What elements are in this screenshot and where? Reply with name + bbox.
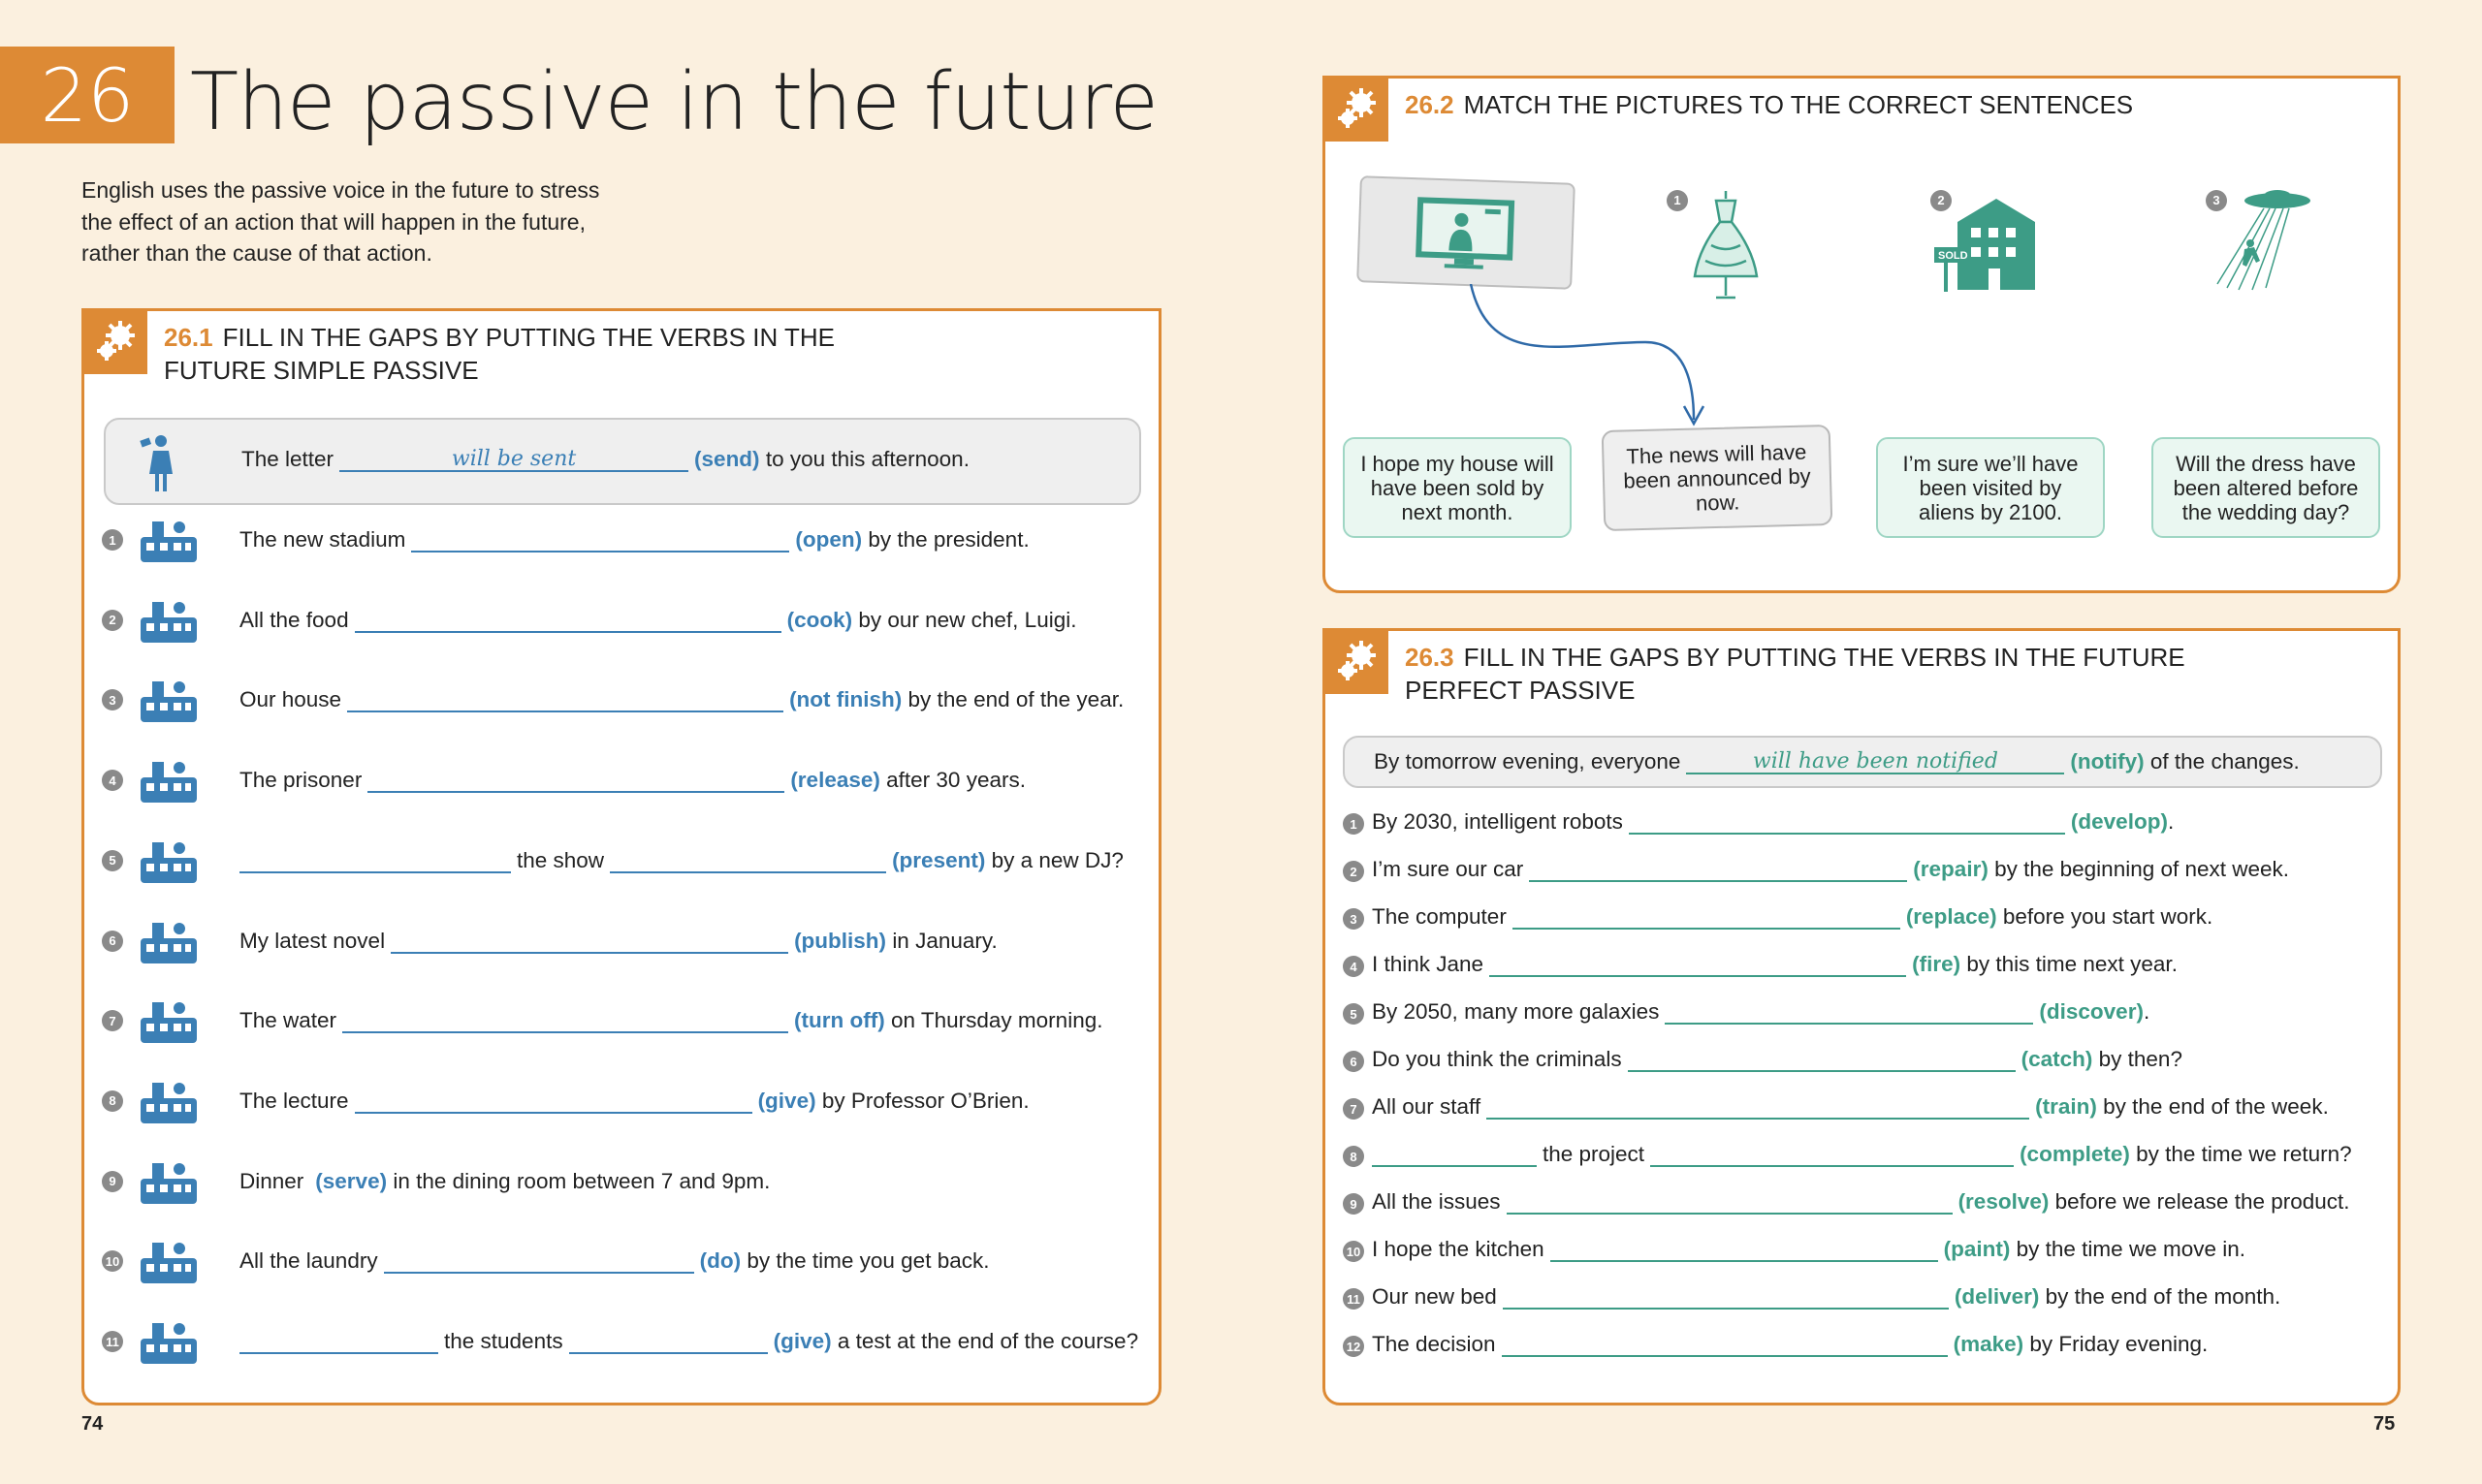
verb-hint: (complete) xyxy=(2020,1142,2130,1166)
exercise-item xyxy=(239,1008,1102,1033)
exercise-item xyxy=(1343,904,2212,930)
exercise-item xyxy=(239,848,1124,873)
verb-hint: (paint) xyxy=(1943,1237,2011,1261)
exercise-title xyxy=(164,321,939,387)
sentence-card-4[interactable]: Will the dress have been altered before the wedding day? xyxy=(2151,437,2380,538)
answer-blank[interactable] xyxy=(239,1335,438,1354)
item-pre: The computer xyxy=(1372,904,1507,929)
verb-hint: (serve) xyxy=(315,1168,388,1193)
exercise-item xyxy=(239,929,998,954)
item-post: before we release the product. xyxy=(2054,1189,2350,1214)
item-number: 3 xyxy=(102,689,123,710)
exercise-item xyxy=(239,1169,770,1194)
item-number: 2 xyxy=(102,610,123,631)
gear-icon xyxy=(81,308,147,374)
answer-blank[interactable] xyxy=(569,1335,768,1354)
exercise-instruction: FILL IN THE GAPS BY PUTTING THE VERBS IN THE FUTURE PERFECT PASSIVE xyxy=(1405,643,2185,705)
item-post: . xyxy=(2167,809,2175,834)
item-number: 5 xyxy=(102,850,123,871)
item-number: 2 xyxy=(1343,861,1364,882)
item-post: . xyxy=(2143,999,2150,1024)
item-post: in the dining room between 7 and 9pm. xyxy=(393,1168,771,1193)
answer-blank[interactable] xyxy=(411,533,789,553)
item-post: by Friday evening. xyxy=(2029,1332,2209,1356)
exercise-item xyxy=(239,1248,989,1274)
verb-hint: (not finish) xyxy=(789,687,903,712)
answer-blank[interactable] xyxy=(1550,1243,1938,1262)
verb-hint: (make) xyxy=(1953,1332,2024,1356)
item-number: 11 xyxy=(1343,1288,1364,1310)
item-number: 7 xyxy=(102,1010,123,1031)
exercise-26-3-card xyxy=(1322,628,2401,1405)
item-pre: Dinner xyxy=(239,1168,304,1193)
item-number: 9 xyxy=(1343,1193,1364,1215)
verb-hint: (publish) xyxy=(794,928,887,953)
verb-hint: (give) xyxy=(773,1329,832,1353)
exercise-item xyxy=(239,768,1026,793)
example-answer: will be sent xyxy=(339,447,688,472)
exercise-item xyxy=(1343,1332,2208,1357)
answer-blank[interactable] xyxy=(1486,1100,2029,1120)
verb-hint: (resolve) xyxy=(1957,1189,2050,1214)
exercise-item xyxy=(1343,857,2289,882)
answer-blank[interactable] xyxy=(1507,1195,1953,1215)
item-post: by then? xyxy=(2098,1047,2182,1071)
gear-icon xyxy=(1322,628,1388,694)
example-picture-frame xyxy=(1356,175,1575,290)
item-pre: All our staff xyxy=(1372,1094,1481,1119)
example-box xyxy=(104,418,1141,505)
item-pre: Our house xyxy=(239,687,342,712)
item-number: 5 xyxy=(1343,1003,1364,1025)
sentence-card-2[interactable]: The news will have been announced by now. xyxy=(1602,425,1833,531)
example-post: to you this afternoon. xyxy=(765,447,970,471)
item-pre: The decision xyxy=(1372,1332,1496,1356)
exercise-instruction: MATCH THE PICTURES TO THE CORRECT SENTENCES xyxy=(1463,90,2134,119)
item-pre: All the issues xyxy=(1372,1189,1501,1214)
item-post: by the end of the month. xyxy=(2045,1284,2281,1309)
item-pre: Do you think the criminals xyxy=(1372,1047,1622,1071)
exercise-item xyxy=(1343,809,2174,835)
item-pre: The lecture xyxy=(239,1088,349,1113)
item-pre: Our new bed xyxy=(1372,1284,1497,1309)
house-construction-icon xyxy=(133,674,205,728)
answer-blank[interactable] xyxy=(355,1094,752,1114)
exercise-26-1-card xyxy=(81,308,1161,1405)
chapter-number: 26 xyxy=(0,47,175,143)
answer-blank[interactable] xyxy=(239,854,511,873)
answer-blank[interactable] xyxy=(1512,910,1900,930)
item-number: 10 xyxy=(102,1250,123,1272)
verb-hint: (discover) xyxy=(2039,999,2144,1024)
item-post: on Thursday morning. xyxy=(891,1008,1103,1033)
exercise-number: 26.1 xyxy=(164,323,213,352)
item-pre: The prisoner xyxy=(239,768,363,793)
item-pre: The new stadium xyxy=(239,527,406,552)
ufo-abduction-icon xyxy=(2206,187,2322,294)
example-pre: The letter xyxy=(241,447,334,471)
dress-on-mannequin-icon xyxy=(1682,187,1769,303)
example-box xyxy=(1343,736,2382,788)
exercise-item xyxy=(239,1089,1030,1114)
verb-hint: (fire) xyxy=(1912,952,1961,976)
answer-blank[interactable] xyxy=(355,614,781,633)
exercise-item xyxy=(239,608,1076,633)
item-post: in January. xyxy=(892,928,998,953)
chapter-title: The passive in the future xyxy=(190,56,1158,148)
example-sentence xyxy=(1374,749,2300,774)
students-test-icon xyxy=(133,1315,205,1370)
verb-hint: (cook) xyxy=(786,607,853,632)
exercise-item xyxy=(1343,1047,2182,1072)
item-post: by a new DJ? xyxy=(991,847,1124,872)
item-pre: I think Jane xyxy=(1372,952,1484,976)
item-middle: the show xyxy=(517,847,605,872)
exercise-item xyxy=(239,687,1124,712)
answer-blank[interactable] xyxy=(347,693,783,712)
item-post: by the beginning of next week. xyxy=(1994,857,2290,881)
lecture-audience-icon xyxy=(133,1075,205,1129)
exercise-number: 26.2 xyxy=(1405,90,1454,119)
example-sentence xyxy=(241,447,970,472)
answer-blank[interactable] xyxy=(1628,1053,2016,1072)
page-number-left: 74 xyxy=(81,1413,104,1435)
item-post: by the time you get back. xyxy=(747,1248,990,1274)
item-post: by the time we return? xyxy=(2136,1142,2352,1166)
page-number-right: 75 xyxy=(2373,1413,2396,1435)
plumber-icon xyxy=(133,995,205,1049)
verb-hint: (deliver) xyxy=(1954,1284,2040,1309)
item-number: 9 xyxy=(102,1171,123,1192)
item-pre: I hope the kitchen xyxy=(1372,1237,1544,1261)
verb-hint: (replace) xyxy=(1905,904,1997,929)
verb-hint: (turn off) xyxy=(794,1008,885,1033)
item-post: by this time next year. xyxy=(1966,952,2178,976)
answer-blank[interactable] xyxy=(1650,1148,2014,1167)
exercise-item xyxy=(1343,999,2149,1025)
verb-hint: (give) xyxy=(757,1088,816,1113)
exercise-item xyxy=(1343,1237,2245,1262)
dj-desk-icon xyxy=(133,835,205,889)
answer-blank[interactable] xyxy=(1503,1290,1949,1310)
item-number: 1 xyxy=(1343,813,1364,835)
example-hint: (send) xyxy=(694,447,760,471)
item-number: 11 xyxy=(102,1331,123,1352)
answer-blank[interactable] xyxy=(1665,1005,2033,1025)
item-middle: the students xyxy=(444,1329,563,1353)
item-post: by the time we move in. xyxy=(2016,1237,2245,1261)
answer-blank[interactable] xyxy=(384,1254,694,1274)
exercise-26-2-card xyxy=(1322,76,2401,593)
washing-machine-icon xyxy=(133,1235,205,1289)
example-answer: will have been notified xyxy=(1686,749,2064,774)
answer-blank[interactable] xyxy=(1629,815,2065,835)
verb-hint: (open) xyxy=(795,527,863,552)
verb-hint: (release) xyxy=(790,768,880,793)
answer-blank[interactable] xyxy=(610,854,886,873)
verb-hint: (train) xyxy=(2035,1094,2097,1119)
exercise-instruction: FILL IN THE GAPS BY PUTTING THE VERBS IN THE FUTURE SIMPLE PASSIVE xyxy=(164,323,835,385)
answer-blank[interactable] xyxy=(1529,863,1907,882)
stadium-icon xyxy=(133,514,205,568)
exercise-item xyxy=(1343,1189,2350,1215)
item-number: 4 xyxy=(1343,956,1364,977)
answer-blank[interactable] xyxy=(342,1014,788,1033)
example-post: of the changes. xyxy=(2149,749,2300,774)
answer-blank[interactable] xyxy=(1372,1148,1537,1167)
verb-hint: (develop) xyxy=(2070,809,2168,834)
item-post: by the president. xyxy=(868,527,1030,552)
picture-1-number: 1 xyxy=(1667,185,1696,211)
item-post: by Professor O’Brien. xyxy=(821,1088,1030,1113)
exercise-item xyxy=(239,527,1030,553)
exercise-title xyxy=(1405,641,2200,707)
exercise-item xyxy=(239,1329,1138,1354)
item-post: by the end of the year. xyxy=(907,687,1125,712)
verb-hint: (repair) xyxy=(1913,857,1989,881)
answer-blank[interactable] xyxy=(367,774,784,793)
example-hint: (notify) xyxy=(2070,749,2145,774)
item-post: a test at the end of the course? xyxy=(837,1329,1139,1353)
tv-news-icon xyxy=(1412,193,1521,274)
answer-blank[interactable] xyxy=(1502,1338,1948,1357)
item-middle: the project xyxy=(1543,1142,1645,1166)
item-pre: By 2050, many more galaxies xyxy=(1372,999,1660,1024)
prison-cell-icon xyxy=(133,754,205,808)
item-number: 12 xyxy=(1343,1336,1364,1357)
item-pre: By 2030, intelligent robots xyxy=(1372,809,1623,834)
sentence-card-3[interactable]: I’m sure we’ll have been visited by aliens by 2100. xyxy=(1876,437,2105,538)
house-for-sale-icon xyxy=(1928,193,2045,300)
item-number: 6 xyxy=(102,931,123,952)
item-number: 8 xyxy=(1343,1146,1364,1167)
gear-icon xyxy=(1322,76,1388,142)
match-arrow xyxy=(1451,284,1742,449)
exercise-item xyxy=(1343,1284,2280,1310)
item-pre: The water xyxy=(239,1008,337,1033)
item-number: 1 xyxy=(102,529,123,551)
picture-3-number: 3 xyxy=(2206,185,2235,211)
intro-text: English uses the passive voice in the future to stress the effect of an action that will happen in the future, rather than the cause of that action. xyxy=(81,177,600,266)
answer-blank[interactable] xyxy=(391,934,788,954)
exercise-title xyxy=(1405,88,2374,121)
exercise-item xyxy=(1343,1094,2329,1120)
exercise-number: 26.3 xyxy=(1405,643,1454,672)
item-number: 3 xyxy=(1343,908,1364,930)
item-number: 8 xyxy=(102,1090,123,1112)
chef-cooking-icon xyxy=(133,594,205,648)
item-post: before you start work. xyxy=(2002,904,2213,929)
book-icon xyxy=(133,915,205,969)
exercise-item xyxy=(1343,952,2178,977)
item-number: 10 xyxy=(1343,1241,1364,1262)
item-pre: All the food xyxy=(239,607,349,632)
dinner-table-icon xyxy=(133,1155,205,1210)
picture-2-number: 2 xyxy=(1930,185,1959,211)
item-post: after 30 years. xyxy=(886,768,1026,793)
answer-blank[interactable] xyxy=(1489,958,1906,977)
verb-hint: (catch) xyxy=(2021,1047,2093,1071)
item-post: by the end of the week. xyxy=(2103,1094,2329,1119)
verb-hint: (do) xyxy=(699,1248,742,1274)
woman-posting-letter-icon xyxy=(135,429,183,497)
item-pre: My latest novel xyxy=(239,928,386,953)
item-number: 7 xyxy=(1343,1098,1364,1120)
item-post: by our new chef, Luigi. xyxy=(858,607,1077,632)
item-number: 4 xyxy=(102,770,123,791)
item-pre: I’m sure our car xyxy=(1372,857,1524,881)
item-number: 6 xyxy=(1343,1051,1364,1072)
example-pre: By tomorrow evening, everyone xyxy=(1374,749,1681,774)
sentence-card-1[interactable]: I hope my house will have been sold by next month. xyxy=(1343,437,1572,538)
exercise-item xyxy=(1343,1142,2352,1167)
item-pre: All the laundry xyxy=(239,1248,378,1274)
sold-sign-text: SOLD xyxy=(1938,250,1968,262)
verb-hint: (present) xyxy=(892,847,986,872)
